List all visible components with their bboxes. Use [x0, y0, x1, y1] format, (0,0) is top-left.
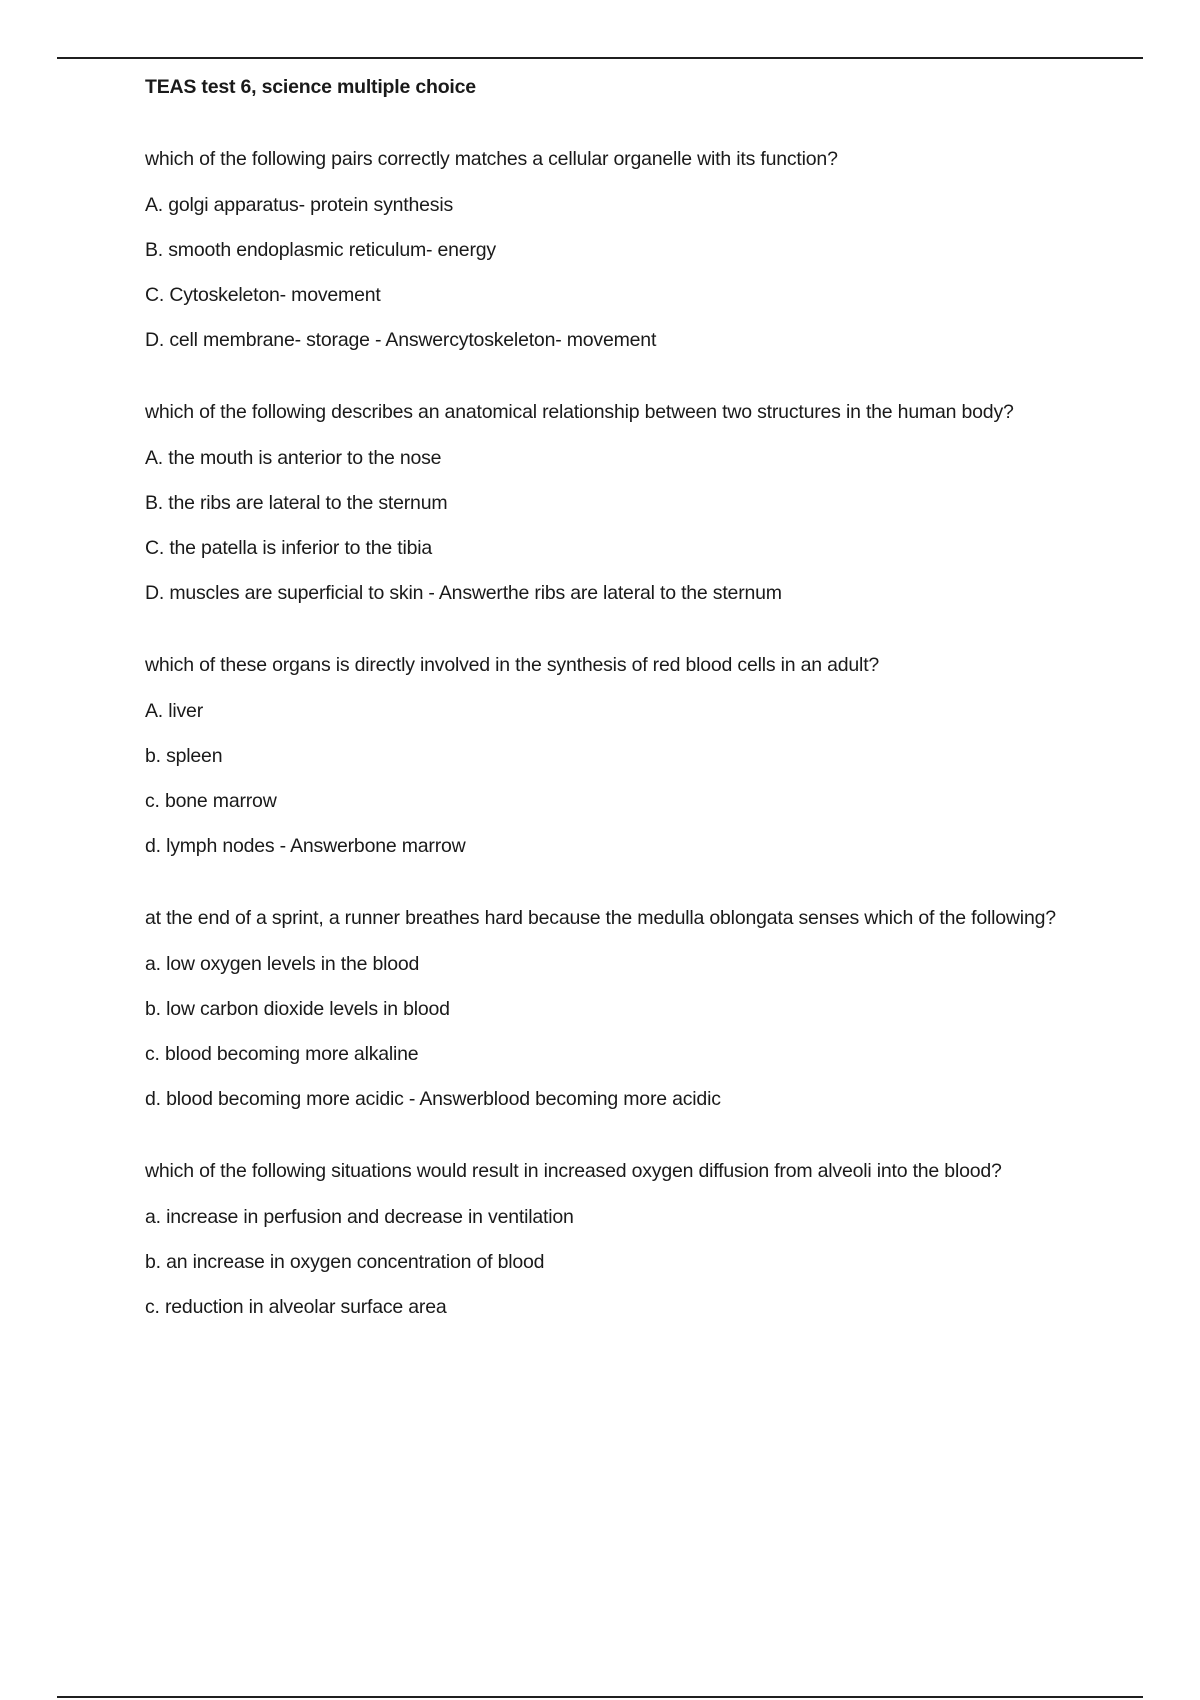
answer-option: b. an increase in oxygen concentration of blood: [145, 1251, 545, 1273]
answer-option: a. low oxygen levels in the blood: [145, 953, 420, 975]
question-5: [145, 1156, 1095, 1322]
question-text: which of the following pairs correctly matches a cellular organelle with its function?: [145, 148, 838, 170]
question-1: [145, 144, 1095, 355]
answer-option: B. smooth endoplasmic reticulum- energy: [145, 239, 496, 261]
answer-option: A. the mouth is anterior to the nose: [145, 447, 442, 469]
answer-option: A. golgi apparatus- protein synthesis: [145, 194, 454, 216]
answer-option: a. increase in perfusion and decrease in ventilation: [145, 1206, 574, 1228]
answer-option: b. spleen: [145, 745, 223, 767]
answer-option: c. reduction in alveolar surface area: [145, 1296, 447, 1318]
bottom-rule: [57, 1696, 1143, 1698]
answer-option: b. low carbon dioxide levels in blood: [145, 998, 450, 1020]
question-4: [145, 903, 1095, 1114]
answer-option: D. cell membrane- storage - Answercytoskeleton- movement: [145, 329, 657, 351]
question-text: which of these organs is directly involved in the synthesis of red blood cells in an adult?: [145, 654, 880, 676]
answer-option: A. liver: [145, 700, 203, 722]
answer-option: d. lymph nodes - Answerbone marrow: [145, 835, 466, 857]
answer-option: D. muscles are superficial to skin - Answerthe ribs are lateral to the sternum: [145, 582, 782, 604]
answer-option: C. the patella is inferior to the tibia: [145, 537, 433, 559]
top-rule: [57, 57, 1143, 59]
question-text: which of the following situations would result in increased oxygen diffusion from alveoli into the blood?: [145, 1160, 1002, 1182]
question-text: which of the following describes an anatomical relationship between two structures in the human body?: [145, 401, 1014, 423]
document-title: TEAS test 6, science multiple choice: [145, 76, 476, 98]
document-body: [145, 72, 1095, 1322]
answer-option: c. blood becoming more alkaline: [145, 1043, 419, 1065]
question-3: [145, 650, 1095, 861]
answer-option: d. blood becoming more acidic - Answerblood becoming more acidic: [145, 1088, 721, 1110]
answer-option: c. bone marrow: [145, 790, 277, 812]
answer-option: C. Cytoskeleton- movement: [145, 284, 381, 306]
question-text: at the end of a sprint, a runner breathes hard because the medulla oblongata senses which of the following?: [145, 907, 1056, 929]
question-2: [145, 397, 1095, 608]
answer-option: B. the ribs are lateral to the sternum: [145, 492, 448, 514]
